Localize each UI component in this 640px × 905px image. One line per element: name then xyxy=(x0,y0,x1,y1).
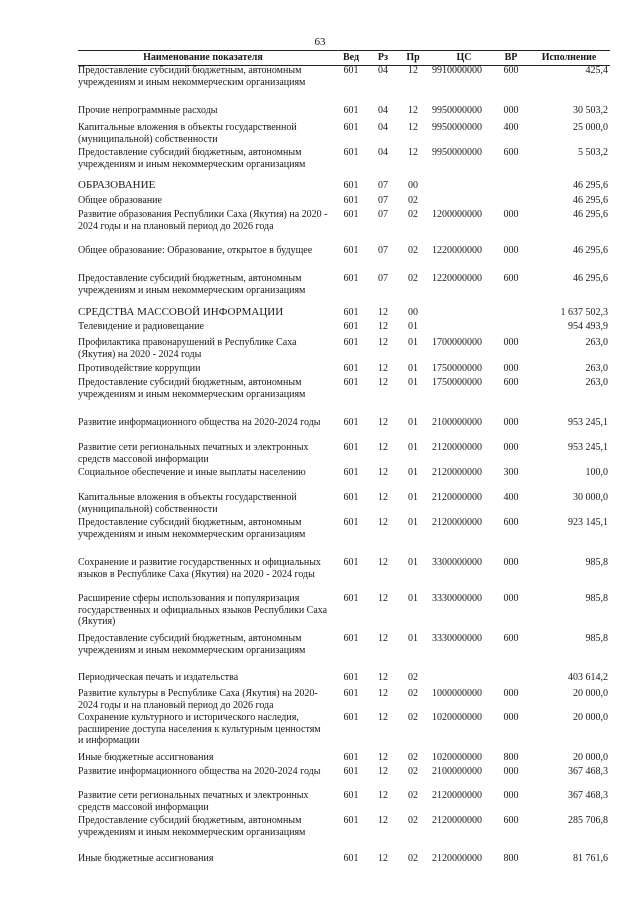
row-vr: 000 xyxy=(503,245,519,256)
row-name: Профилактика правонарушений в Республике Саха (Якутия) на 2020 - 2024 годы xyxy=(78,337,297,360)
row-name: Общее образование xyxy=(78,195,162,206)
row-pr: 12 xyxy=(408,105,418,116)
row-pr: 02 xyxy=(408,752,418,763)
row-ved: 601 xyxy=(343,790,359,801)
row-ved: 601 xyxy=(343,377,359,388)
row-rz: 07 xyxy=(378,245,388,256)
row-name: Прочие непрограммные расходы xyxy=(78,105,218,116)
row-rz: 12 xyxy=(378,307,388,318)
row-exec: 20 000,0 xyxy=(573,688,608,699)
header-pr: Пр xyxy=(406,52,420,63)
row-rz: 04 xyxy=(378,147,388,158)
row-exec: 100,0 xyxy=(585,467,608,478)
row-cs: 9950000000 xyxy=(432,147,482,158)
row-pr: 02 xyxy=(408,245,418,256)
row-rz: 12 xyxy=(378,815,388,826)
row-vr: 400 xyxy=(503,122,519,133)
row-exec: 81 761,6 xyxy=(573,853,608,864)
row-rz: 12 xyxy=(378,492,388,503)
row-exec: 30 000,0 xyxy=(573,492,608,503)
row-ved: 601 xyxy=(343,122,359,133)
row-ved: 601 xyxy=(343,147,359,158)
row-vr: 600 xyxy=(503,377,519,388)
row-ved: 601 xyxy=(343,853,359,864)
row-ved: 601 xyxy=(343,180,359,191)
row-vr: 800 xyxy=(503,752,519,763)
row-cs: 1000000000 xyxy=(432,688,482,699)
row-vr: 000 xyxy=(503,766,519,777)
row-cs: 2120000000 xyxy=(432,790,482,801)
row-rz: 12 xyxy=(378,417,388,428)
row-ved: 601 xyxy=(343,337,359,348)
row-exec: 46 295,6 xyxy=(573,195,608,206)
row-rz: 07 xyxy=(378,273,388,284)
row-name: Развитие сети региональных печатных и электронных средств массовой информации xyxy=(78,790,309,813)
row-name: Предоставление субсидий бюджетным, автономным учреждениям и иным некоммерческим организациям xyxy=(78,65,306,88)
row-pr: 01 xyxy=(408,557,418,568)
row-pr: 01 xyxy=(408,492,418,503)
row-exec: 367 468,3 xyxy=(568,790,608,801)
row-name: Развитие информационного общества на 2020-2024 годы xyxy=(78,417,321,428)
row-ved: 601 xyxy=(343,273,359,284)
row-pr: 00 xyxy=(408,180,418,191)
row-rz: 07 xyxy=(378,195,388,206)
row-name: Развитие сети региональных печатных и электронных средств массовой информации xyxy=(78,442,309,465)
row-exec: 953 245,1 xyxy=(568,417,608,428)
row-exec: 985,8 xyxy=(585,593,608,604)
row-cs: 1750000000 xyxy=(432,377,482,388)
row-cs: 3330000000 xyxy=(432,593,482,604)
row-rz: 12 xyxy=(378,363,388,374)
row-exec: 30 503,2 xyxy=(573,105,608,116)
row-name: Сохранение и развитие государственных и официальных языков в Республике Саха (Якутия) на 2020 - 2024 годы xyxy=(78,557,321,580)
row-exec: 985,8 xyxy=(585,557,608,568)
row-name: Расширение сферы использования и популяризация государственных и официальных языков Республики Саха (Якутия) xyxy=(78,593,328,627)
row-rz: 12 xyxy=(378,467,388,478)
header-name: Наименование показателя xyxy=(143,52,263,63)
row-exec: 985,8 xyxy=(585,633,608,644)
row-pr: 02 xyxy=(408,209,418,220)
row-exec: 367 468,3 xyxy=(568,766,608,777)
row-pr: 12 xyxy=(408,147,418,158)
row-cs: 9950000000 xyxy=(432,105,482,116)
row-cs: 2120000000 xyxy=(432,492,482,503)
row-exec: 285 706,8 xyxy=(568,815,608,826)
row-pr: 02 xyxy=(408,815,418,826)
header-cs: ЦС xyxy=(456,52,472,63)
row-name: Общее образование: Образование, открытое в будущее xyxy=(78,245,313,256)
row-cs: 9950000000 xyxy=(432,122,482,133)
row-ved: 601 xyxy=(343,712,359,723)
row-rz: 12 xyxy=(378,593,388,604)
row-ved: 601 xyxy=(343,442,359,453)
row-exec: 263,0 xyxy=(585,363,608,374)
row-exec: 20 000,0 xyxy=(573,752,608,763)
row-pr: 01 xyxy=(408,517,418,528)
row-rz: 12 xyxy=(378,377,388,388)
row-ved: 601 xyxy=(343,557,359,568)
row-rz: 04 xyxy=(378,105,388,116)
row-ved: 601 xyxy=(343,363,359,374)
row-pr: 02 xyxy=(408,688,418,699)
row-ved: 601 xyxy=(343,815,359,826)
row-vr: 300 xyxy=(503,467,519,478)
table-header xyxy=(78,50,610,66)
row-rz: 12 xyxy=(378,712,388,723)
row-name: Периодическая печать и издательства xyxy=(78,672,239,683)
row-ved: 601 xyxy=(343,307,359,318)
row-exec: 46 295,6 xyxy=(573,209,608,220)
row-exec: 20 000,0 xyxy=(573,712,608,723)
row-pr: 12 xyxy=(408,122,418,133)
row-ved: 601 xyxy=(343,672,359,683)
row-cs: 2120000000 xyxy=(432,853,482,864)
row-exec: 954 493,9 xyxy=(568,321,608,332)
row-name: Предоставление субсидий бюджетным, автономным учреждениям и иным некоммерческим организациям xyxy=(78,377,306,400)
row-rz: 12 xyxy=(378,752,388,763)
row-cs: 1020000000 xyxy=(432,752,482,763)
row-ved: 601 xyxy=(343,633,359,644)
row-vr: 400 xyxy=(503,492,519,503)
row-pr: 01 xyxy=(408,321,418,332)
row-vr: 000 xyxy=(503,417,519,428)
row-ved: 601 xyxy=(343,492,359,503)
row-rz: 04 xyxy=(378,122,388,133)
row-pr: 01 xyxy=(408,593,418,604)
row-ved: 601 xyxy=(343,467,359,478)
row-cs: 2100000000 xyxy=(432,766,482,777)
row-rz: 12 xyxy=(378,442,388,453)
row-pr: 01 xyxy=(408,467,418,478)
row-pr: 01 xyxy=(408,377,418,388)
row-rz: 12 xyxy=(378,672,388,683)
row-pr: 02 xyxy=(408,195,418,206)
row-ved: 601 xyxy=(343,593,359,604)
row-rz: 12 xyxy=(378,337,388,348)
row-rz: 12 xyxy=(378,790,388,801)
row-ved: 601 xyxy=(343,209,359,220)
row-name: Капитальные вложения в объекты государственной (муниципальной) собственности xyxy=(78,122,297,145)
row-pr: 00 xyxy=(408,307,418,318)
row-cs: 2120000000 xyxy=(432,442,482,453)
row-vr: 600 xyxy=(503,633,519,644)
row-ved: 601 xyxy=(343,105,359,116)
row-rz: 12 xyxy=(378,517,388,528)
row-exec: 46 295,6 xyxy=(573,245,608,256)
row-vr: 000 xyxy=(503,105,519,116)
row-vr: 600 xyxy=(503,147,519,158)
row-exec: 5 503,2 xyxy=(578,147,608,158)
row-ved: 601 xyxy=(343,517,359,528)
row-cs: 9910000000 xyxy=(432,65,482,76)
row-name: Предоставление субсидий бюджетным, автономным учреждениям и иным некоммерческим организациям xyxy=(78,273,306,296)
row-exec: 46 295,6 xyxy=(573,273,608,284)
header-exec: Исполнение xyxy=(541,52,597,63)
row-name: Развитие информационного общества на 2020-2024 годы xyxy=(78,766,321,777)
row-exec: 263,0 xyxy=(585,337,608,348)
row-pr: 01 xyxy=(408,337,418,348)
row-vr: 000 xyxy=(503,712,519,723)
row-exec: 46 295,6 xyxy=(573,180,608,191)
row-cs: 3330000000 xyxy=(432,633,482,644)
row-ved: 601 xyxy=(343,417,359,428)
row-vr: 000 xyxy=(503,790,519,801)
row-exec: 425,4 xyxy=(585,65,608,76)
row-name: Предоставление субсидий бюджетным, автономным учреждениям и иным некоммерческим организациям xyxy=(78,147,306,170)
row-rz: 07 xyxy=(378,209,388,220)
row-cs: 2120000000 xyxy=(432,815,482,826)
row-rz: 04 xyxy=(378,65,388,76)
row-ved: 601 xyxy=(343,195,359,206)
row-cs: 1020000000 xyxy=(432,712,482,723)
row-name: Предоставление субсидий бюджетным, автономным учреждениям и иным некоммерческим организациям xyxy=(78,815,306,838)
row-name: Развитие образования Республики Саха (Якутия) на 2020 - 2024 годы и на плановый период до 2026 года xyxy=(78,209,328,232)
row-name: Развитие культуры в Республике Саха (Якутия) на 2020-2024 годы и на плановый период до 2026 года xyxy=(78,688,318,711)
row-pr: 02 xyxy=(408,766,418,777)
row-pr: 01 xyxy=(408,363,418,374)
row-vr: 000 xyxy=(503,337,519,348)
header-rz: Рз xyxy=(377,52,389,63)
row-vr: 600 xyxy=(503,517,519,528)
row-cs: 1700000000 xyxy=(432,337,482,348)
row-rz: 07 xyxy=(378,180,388,191)
row-name: СРЕДСТВА МАССОВОЙ ИНФОРМАЦИИ xyxy=(78,306,284,318)
row-rz: 12 xyxy=(378,633,388,644)
row-exec: 403 614,2 xyxy=(568,672,608,683)
row-cs: 1220000000 xyxy=(432,273,482,284)
row-pr: 01 xyxy=(408,633,418,644)
row-ved: 601 xyxy=(343,321,359,332)
row-pr: 02 xyxy=(408,712,418,723)
row-name: Капитальные вложения в объекты государственной (муниципальной) собственности xyxy=(78,492,297,515)
row-cs: 1200000000 xyxy=(432,209,482,220)
row-vr: 800 xyxy=(503,853,519,864)
row-pr: 02 xyxy=(408,853,418,864)
row-pr: 12 xyxy=(408,65,418,76)
row-vr: 000 xyxy=(503,442,519,453)
row-name: Предоставление субсидий бюджетным, автономным учреждениям и иным некоммерческим организациям xyxy=(78,633,306,656)
row-ved: 601 xyxy=(343,688,359,699)
row-vr: 000 xyxy=(503,593,519,604)
row-vr: 000 xyxy=(503,209,519,220)
page-number: 63 xyxy=(314,36,326,48)
row-rz: 12 xyxy=(378,766,388,777)
row-name: Социальное обеспечение и иные выплаты населению xyxy=(78,467,306,478)
row-name: Предоставление субсидий бюджетным, автономным учреждениям и иным некоммерческим организациям xyxy=(78,517,306,540)
row-ved: 601 xyxy=(343,65,359,76)
row-cs: 3300000000 xyxy=(432,557,482,568)
row-rz: 12 xyxy=(378,688,388,699)
row-exec: 1 637 502,3 xyxy=(560,307,608,318)
row-cs: 2100000000 xyxy=(432,417,482,428)
row-ved: 601 xyxy=(343,752,359,763)
row-cs: 1750000000 xyxy=(432,363,482,374)
row-name: Сохранение культурного и исторического наследия, расширение доступа населения к культурным ценностям и информации xyxy=(78,712,321,746)
row-exec: 25 000,0 xyxy=(573,122,608,133)
row-name: ОБРАЗОВАНИЕ xyxy=(78,179,156,191)
row-cs: 2120000000 xyxy=(432,467,482,478)
row-name: Иные бюджетные ассигнования xyxy=(78,853,214,864)
row-pr: 02 xyxy=(408,672,418,683)
row-cs: 2120000000 xyxy=(432,517,482,528)
row-pr: 02 xyxy=(408,790,418,801)
row-exec: 923 145,1 xyxy=(568,517,608,528)
row-cs: 1220000000 xyxy=(432,245,482,256)
row-name: Противодействие коррупции xyxy=(78,363,201,374)
row-vr: 000 xyxy=(503,557,519,568)
row-name: Иные бюджетные ассигнования xyxy=(78,752,214,763)
row-vr: 000 xyxy=(503,363,519,374)
row-ved: 601 xyxy=(343,766,359,777)
row-rz: 12 xyxy=(378,853,388,864)
row-vr: 600 xyxy=(503,815,519,826)
row-pr: 01 xyxy=(408,442,418,453)
row-pr: 01 xyxy=(408,417,418,428)
header-ved: Вед xyxy=(342,52,360,63)
row-rz: 12 xyxy=(378,321,388,332)
header-vr: ВР xyxy=(504,52,518,63)
row-vr: 600 xyxy=(503,273,519,284)
row-vr: 600 xyxy=(503,65,519,76)
row-name: Телевидение и радиовещание xyxy=(78,321,204,332)
row-vr: 000 xyxy=(503,688,519,699)
row-ved: 601 xyxy=(343,245,359,256)
row-exec: 953 245,1 xyxy=(568,442,608,453)
row-pr: 02 xyxy=(408,273,418,284)
row-exec: 263,0 xyxy=(585,377,608,388)
row-rz: 12 xyxy=(378,557,388,568)
